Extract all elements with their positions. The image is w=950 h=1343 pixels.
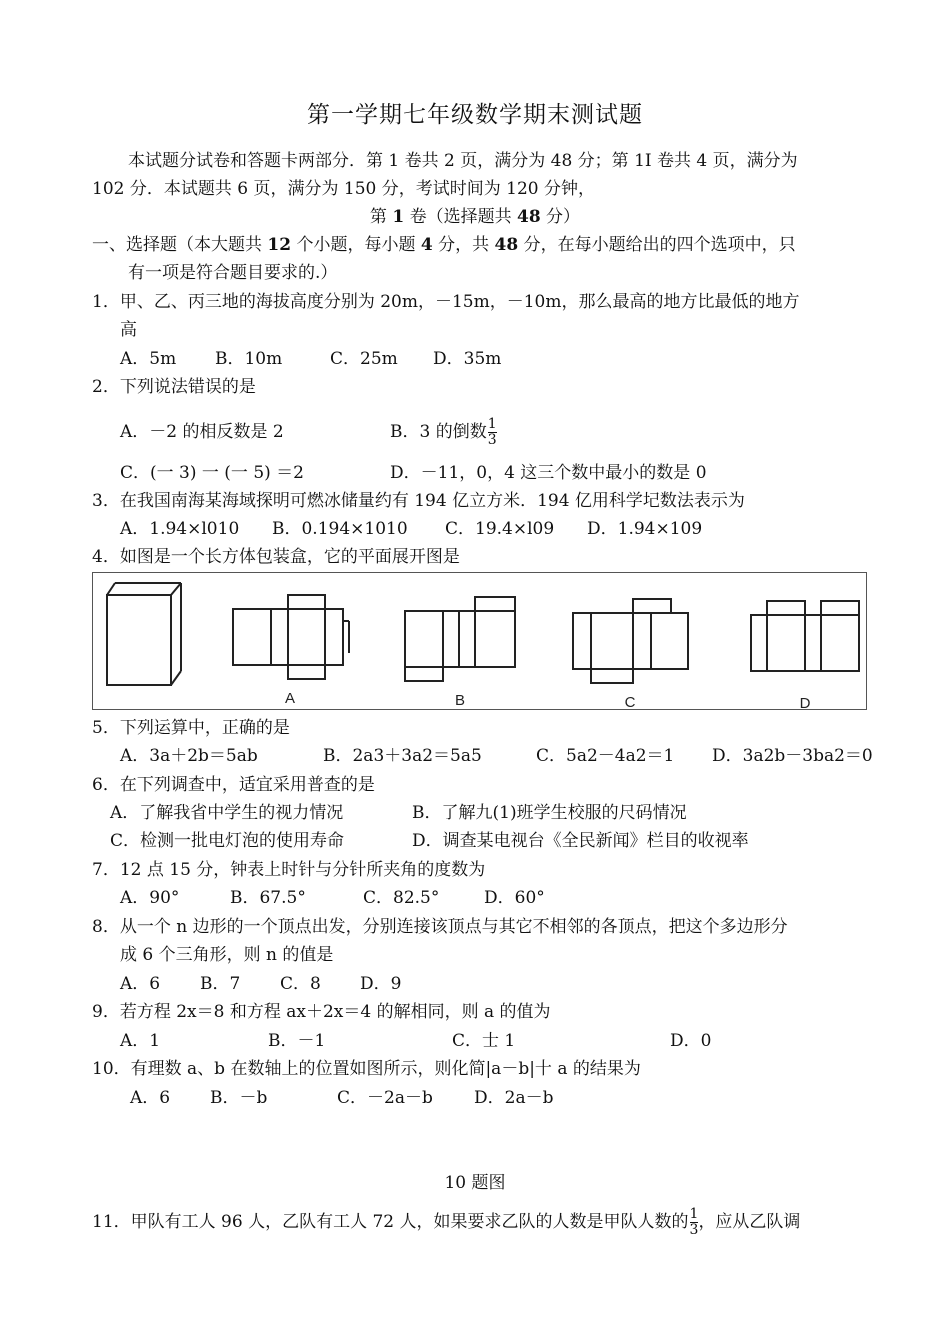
q10-stem: 10．有理数 a、b 在数轴上的位置如图所示，则化简|a－b|十 a 的结果为: [92, 1059, 641, 1079]
q9-option-b: B．－1: [268, 1031, 326, 1051]
net-label-d: D: [799, 695, 811, 711]
q6-stem: 6．在下列调查中，适宜采用普查的是: [92, 775, 375, 795]
q10-option-c: C．－2a－b: [337, 1088, 433, 1108]
q3-option-d: D．1.94×109: [587, 519, 703, 539]
q6-option-b: B．了解九(1)班学生校服的尺码情况: [412, 803, 687, 823]
q7-stem: 7．12 点 15 分，钟表上时针与分针所夹角的度数为: [92, 860, 486, 880]
q2-option-c: C．(一 3) 一 (一 5) ＝2: [120, 463, 305, 483]
q5-stem: 5．下列运算中，正确的是: [92, 718, 290, 738]
q1-option-b: B．10m: [215, 349, 283, 369]
q3-option-b: B．0.194×1010: [272, 519, 408, 539]
q3-option-a: A．1.94×l010: [120, 519, 240, 539]
q7-option-b: B．67.5°: [230, 888, 306, 908]
box-nets-diagram: [93, 573, 868, 711]
q1-option-d: D．35m: [433, 349, 502, 369]
q7-option-c: C．82.5°: [363, 888, 440, 908]
q9-option-d: D．0: [670, 1031, 712, 1051]
q5-option-d: D．3a2b－3ba2＝0: [712, 746, 873, 766]
q1-option-a: A．5m: [120, 349, 177, 369]
q8-stem-cont: 成 6 个三角形，则 n 的值是: [120, 945, 334, 965]
net-c: [573, 599, 688, 683]
q8-stem: 8．从一个 n 边形的一个顶点出发，分别连接该顶点与其它不相邻的各顶点，把这个多边形分: [92, 917, 788, 937]
q5-option-b: B．2a3＋3a2＝5a5: [323, 746, 482, 766]
net-a: [233, 595, 349, 679]
q8-option-b: B．7: [200, 974, 241, 994]
q8-option-d: D．9: [360, 974, 402, 994]
q6-option-d: D．调查某电视台《全民新闻》栏目的收视率: [412, 831, 749, 851]
q2-option-a: A．－2 的相反数是 2: [120, 422, 284, 442]
section1-heading: 一、选择题（本大题共 12 个小题，每小题 4 分，共 48 分，在每小题给出的四个选项中，只: [92, 235, 796, 255]
q3-option-c: C．19.4×l09: [445, 519, 555, 539]
q4-figure: [92, 572, 867, 710]
q6-option-c: C．检测一批电灯泡的使用寿命: [110, 831, 345, 851]
q1-stem-cont: 高: [120, 320, 137, 340]
q7-option-d: D．60°: [484, 888, 545, 908]
q8-option-a: A．6: [120, 974, 161, 994]
q10-figure-caption: 10 题图: [444, 1173, 506, 1193]
q3-stem: 3．在我国南海某海域探明可燃冰储量约有 194 亿立方米．194 亿用科学圮数法表示为: [92, 491, 745, 511]
q10-option-a: A．6: [130, 1088, 171, 1108]
section1-heading-cont: 有一项是符合题目要求的.）: [128, 263, 338, 283]
q9-option-c: C．士 1: [452, 1031, 516, 1051]
net-label-c: C: [624, 694, 636, 711]
net-label-b: B: [454, 692, 466, 709]
q8-option-c: C．8: [280, 974, 321, 994]
q2-fraction: $\frac{1}{3}$: [487, 416, 497, 448]
q1-option-c: C．25m: [330, 349, 398, 369]
q2-option-d: D．－11，0，4 这三个数中最小的数是 0: [390, 463, 707, 483]
net-d: [751, 601, 859, 671]
q5-option-a: A．3a＋2b＝5ab: [120, 746, 258, 766]
q9-option-a: A．1: [120, 1031, 161, 1051]
intro-line-1: 本试题分试卷和答题卡两部分．第 1 卷共 2 页，满分为 48 分；第 1I 卷共 4 页，满分为: [128, 151, 798, 171]
page-title: 第一学期七年级数学期末测试题: [307, 102, 643, 128]
net-b: [405, 597, 515, 681]
net-label-a: A: [284, 690, 296, 707]
q11-fraction: $\frac{1}{3}$: [689, 1206, 699, 1238]
q2-stem: 2．下列说法错误的是: [92, 377, 256, 397]
q2-option-b: B．3 的倒数 $\frac{1}{3}$: [390, 416, 497, 448]
q10-option-d: D．2a－b: [474, 1088, 554, 1108]
q11-stem: 11．甲队有工人 96 人，乙队有工人 72 人，如果要求乙队的人数是甲队人数的 $\frac{1}{3}$ ，应从乙队调: [92, 1206, 801, 1238]
q10-option-b: B．－b: [210, 1088, 268, 1108]
q6-option-a: A．了解我省中学生的视力情况: [110, 803, 344, 823]
part1-heading: 第 1 卷（选择题共 48 分）: [369, 207, 581, 227]
q7-option-a: A．90°: [120, 888, 180, 908]
q9-stem: 9．若方程 2x＝8 和方程 ax＋2x＝4 的解相同，则 a 的值为: [92, 1002, 551, 1022]
intro-line-2: 102 分．本试题共 6 页，满分为 150 分，考试时间为 120 分钟，: [92, 179, 595, 199]
cuboid-box-drawing: [107, 583, 181, 685]
q4-stem: 4．如图是一个长方体包装盒，它的平面展开图是: [92, 547, 460, 567]
q5-option-c: C．5a2－4a2＝1: [536, 746, 675, 766]
q1-stem: 1．甲、乙、丙三地的海拔高度分别为 20m，－15m，－10m，那么最高的地方比最低的地方: [92, 292, 800, 312]
